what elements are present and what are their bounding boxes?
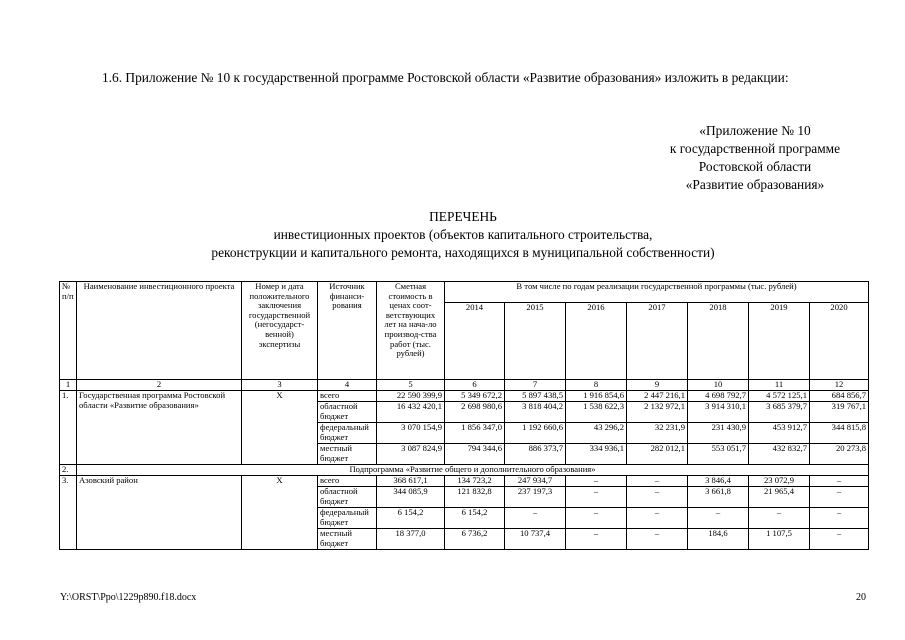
row-num: 3.	[60, 476, 77, 550]
year-value: 334 936,1	[566, 444, 627, 465]
column-numbers-row	[60, 380, 869, 391]
year-value: 5 897 438,5	[505, 391, 566, 402]
estimated-cost: 3 087 824,9	[377, 444, 445, 465]
appendix-line: Ростовской области	[698, 159, 812, 174]
year-value: 184,6	[688, 529, 749, 550]
estimated-cost: 344 085,9	[377, 487, 445, 508]
year-value: 5 349 672,2	[445, 391, 505, 402]
year-value: –	[627, 508, 688, 529]
header-year: 2015	[505, 303, 566, 380]
funding-source: всего	[318, 391, 377, 402]
year-value: 319 767,1	[810, 402, 869, 423]
year-value: –	[566, 529, 627, 550]
expertise-conclusion: Х	[242, 476, 318, 550]
estimated-cost: 16 432 420,1	[377, 402, 445, 423]
year-value: 237 197,3	[505, 487, 566, 508]
funding-source: всего	[318, 476, 377, 487]
year-value: 10 737,4	[505, 529, 566, 550]
appendix-line: к государственной программе	[669, 141, 841, 156]
year-value: –	[749, 508, 810, 529]
footer-file-path: Y:\ORST\Ppo\1229p890.f18.docx	[60, 592, 197, 603]
year-value: 684 856,7	[810, 391, 869, 402]
year-value: 247 934,7	[505, 476, 566, 487]
year-value: 282 012,1	[627, 444, 688, 465]
header-cost: Сметная стоимость в ценах соот-ветствующих лет на нача-ло производ-ства работ (тыс. рублей)	[377, 282, 445, 380]
year-value: –	[810, 508, 869, 529]
investment-projects-table	[59, 281, 869, 550]
column-number: 1	[60, 380, 77, 391]
year-value: –	[810, 476, 869, 487]
funding-source: федеральный бюджет	[318, 423, 377, 444]
header-name: Наименование инвестиционного проекта	[77, 282, 242, 380]
header-source: Источник финанси-рования	[318, 282, 377, 380]
year-value: 3 846,4	[688, 476, 749, 487]
year-value: –	[505, 508, 566, 529]
year-value: 3 914 310,1	[688, 402, 749, 423]
column-number: 7	[505, 380, 566, 391]
estimated-cost: 22 590 399,9	[377, 391, 445, 402]
year-value: 4 572 125,1	[749, 391, 810, 402]
header-years-group: В том числе по годам реализации государственной программы (тыс. рублей)	[445, 282, 869, 303]
row-num: 1.	[60, 391, 77, 465]
appendix-heading	[600, 122, 905, 194]
header-num: № п/п	[60, 282, 77, 380]
year-value: 3 818 404,2	[505, 402, 566, 423]
title-heading: ПЕРЕЧЕНЬ	[429, 209, 497, 224]
funding-source: областной бюджет	[318, 402, 377, 423]
subprogram-title: Подпрограмма «Развитие общего и дополнительного образования»	[77, 465, 869, 476]
estimated-cost: 3 070 154,9	[377, 423, 445, 444]
funding-source: федеральный бюджет	[318, 508, 377, 529]
year-value: 20 273,8	[810, 444, 869, 465]
year-value: 2 447 216,1	[627, 391, 688, 402]
column-number: 5	[377, 380, 445, 391]
year-value: 794 344,6	[445, 444, 505, 465]
expertise-conclusion: Х	[242, 391, 318, 465]
header-year: 2020	[810, 303, 869, 380]
header-year: 2016	[566, 303, 627, 380]
column-number: 4	[318, 380, 377, 391]
appendix-line: «Приложение № 10	[699, 123, 811, 138]
header-row	[60, 282, 869, 303]
year-value: 344 815,8	[810, 423, 869, 444]
year-value: 886 373,7	[505, 444, 566, 465]
subprogram-row	[60, 465, 869, 476]
estimated-cost: 6 154,2	[377, 508, 445, 529]
year-value: 3 685 379,7	[749, 402, 810, 423]
year-value: 1 916 854,6	[566, 391, 627, 402]
header-conclusion: Номер и дата положительного заключения государственной (негосударст-венной) экспертизы	[242, 282, 318, 380]
table-row	[60, 476, 869, 487]
column-number: 11	[749, 380, 810, 391]
year-value: 21 965,4	[749, 487, 810, 508]
year-value: 43 296,2	[566, 423, 627, 444]
title-line: реконструкции и капитального ремонта, находящихся в муниципальной собственности)	[211, 245, 715, 260]
year-value: 2 132 972,1	[627, 402, 688, 423]
year-value: 553 051,7	[688, 444, 749, 465]
column-number: 6	[445, 380, 505, 391]
funding-source: областной бюджет	[318, 487, 377, 508]
year-value: 1 192 660,6	[505, 423, 566, 444]
title-line: инвестиционных проектов (объектов капитального строительства,	[273, 227, 653, 242]
year-value: –	[627, 476, 688, 487]
year-value: 453 912,7	[749, 423, 810, 444]
column-number: 9	[627, 380, 688, 391]
document-title	[60, 208, 866, 262]
year-value: 1 538 622,3	[566, 402, 627, 423]
estimated-cost: 368 617,1	[377, 476, 445, 487]
year-value: –	[566, 487, 627, 508]
column-number: 2	[77, 380, 242, 391]
year-value: –	[566, 508, 627, 529]
estimated-cost: 18 377,0	[377, 529, 445, 550]
year-value: 6 736,2	[445, 529, 505, 550]
project-name: Государственная программа Ростовской области «Развитие образования»	[77, 391, 242, 465]
year-value: 432 832,7	[749, 444, 810, 465]
appendix-line: «Развитие образования»	[685, 177, 825, 192]
footer-page-number: 20	[856, 592, 866, 603]
year-value: 32 231,9	[627, 423, 688, 444]
year-value: 231 430,9	[688, 423, 749, 444]
intro-paragraph: 1.6. Приложение № 10 к государственной программе Ростовской области «Развитие образования» изложить в редакции:	[102, 70, 789, 85]
funding-source: местный бюджет	[318, 444, 377, 465]
year-value: –	[627, 529, 688, 550]
year-value: 1 856 347,0	[445, 423, 505, 444]
column-number: 10	[688, 380, 749, 391]
header-year: 2017	[627, 303, 688, 380]
year-value: –	[566, 476, 627, 487]
column-number: 8	[566, 380, 627, 391]
year-value: –	[810, 487, 869, 508]
table-row	[60, 391, 869, 402]
project-name: Азовский район	[77, 476, 242, 550]
year-value: 2 698 980,6	[445, 402, 505, 423]
column-number: 12	[810, 380, 869, 391]
year-value: 23 072,9	[749, 476, 810, 487]
year-value: 121 832,8	[445, 487, 505, 508]
year-value: 1 107,5	[749, 529, 810, 550]
header-year: 2014	[445, 303, 505, 380]
year-value: –	[810, 529, 869, 550]
year-value: 6 154,2	[445, 508, 505, 529]
year-value: –	[688, 508, 749, 529]
year-value: 4 698 792,7	[688, 391, 749, 402]
header-year: 2019	[749, 303, 810, 380]
year-value: 3 661,8	[688, 487, 749, 508]
funding-source: местный бюджет	[318, 529, 377, 550]
row-num: 2.	[60, 465, 77, 476]
year-value: 134 723,2	[445, 476, 505, 487]
year-value: –	[627, 487, 688, 508]
column-number: 3	[242, 380, 318, 391]
header-year: 2018	[688, 303, 749, 380]
